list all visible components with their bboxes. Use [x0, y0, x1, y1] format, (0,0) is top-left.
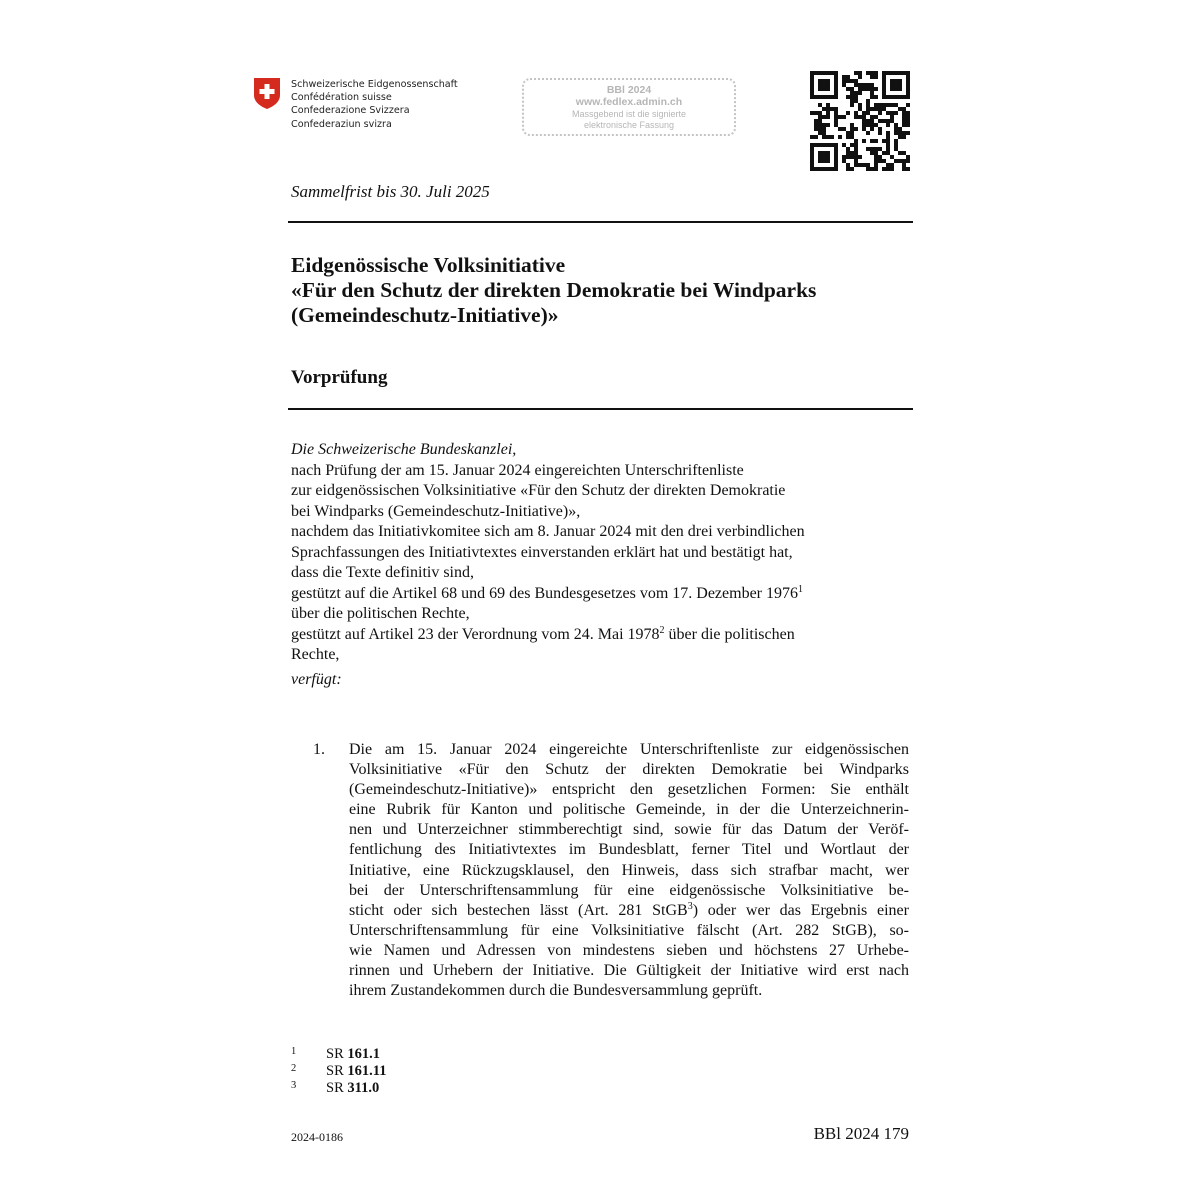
decision-line: (Gemeindeschutz-Initiative)» entspricht den gesetzlichen Formen: Sie enthält	[349, 781, 909, 799]
confed-name-de: Schweizerische Eidgenossenschaft	[291, 79, 458, 90]
page-reference: BBl 2024 179	[813, 1124, 909, 1143]
document-id: 2024-0186	[291, 1130, 343, 1144]
decision-line: Die am 15. Januar 2024 eingereichte Unterschriftenliste zur eidgenössischen	[349, 741, 909, 758]
fedlex-stamp	[522, 78, 736, 136]
decision-line: bei der Unterschriftensammlung für eine eidgenössische Volksinitiative be-	[349, 881, 909, 899]
footnote-number: 1	[291, 1046, 297, 1057]
confederation-names	[291, 78, 458, 131]
stamp-note-1: Massgebend ist die signierte	[571, 109, 687, 119]
footnote-prefix: SR	[326, 1063, 348, 1079]
footnote-ref-3[interactable]: 3	[687, 900, 693, 912]
title-line-2: «Für den Schutz der direkten Demokratie bei Windparks	[291, 278, 817, 302]
decides-label: verfügt:	[291, 670, 342, 688]
decision-line: wie Namen und Adressen von mindestens sieben und höchstens 27 Urhebe-	[349, 941, 909, 959]
qr-code	[810, 71, 910, 171]
confed-name-fr: Confédération suisse	[291, 92, 392, 104]
document-title	[291, 253, 816, 328]
preamble-line: nachdem das Initiativkomitee sich am 8. Januar 2024 mit den drei verbindlichen	[291, 523, 805, 540]
preamble	[291, 440, 891, 690]
decision-number: 1.	[313, 741, 325, 758]
decision-line: Initiative, eine Rückzugsklausel, den Hinweis, dass sich strafbar macht, wer	[349, 861, 909, 879]
legal-basis-2	[291, 625, 891, 646]
preamble-line: nach Prüfung der am 15. Januar 2024 eingereichten Unterschriftenliste	[291, 461, 744, 479]
legal-basis-2-text: gestützt auf Artikel 23 der Verordnung vom 24. Mai 1978	[291, 625, 660, 643]
footnote-sr-link[interactable]: 161.1	[347, 1046, 380, 1062]
divider-bottom	[288, 408, 913, 410]
decision-line: Volksinitiative «Für den Schutz der direkten Demokratie bei Windparks	[349, 761, 909, 779]
divider-top	[288, 221, 913, 223]
section-heading: Vorprüfung	[291, 367, 388, 388]
stamp-bbl: BBl 2024	[606, 84, 652, 96]
decision-line: eine Rubrik für Kanton und politische Gemeinde, in der die Unterzeichnerin-	[349, 801, 909, 819]
decision-line: fentlichung des Initiativtextes im Bundesblatt, ferner Titel und Wortlaut der	[349, 841, 909, 859]
footnote-number: 2	[291, 1063, 297, 1074]
preamble-line: bei Windparks (Gemeindeschutz-Initiative)»,	[291, 502, 581, 520]
decision-line-9a: sticht oder sich bestechen lässt (Art. 281 StGB	[349, 901, 688, 919]
legal-basis-1-text: gestützt auf die Artikel 68 und 69 des Bundesgesetzes vom 17. Dezember 1976	[291, 584, 798, 602]
decision-line	[349, 901, 909, 921]
footnote-sr-link[interactable]: 161.11	[347, 1063, 387, 1079]
stamp-url: www.fedlex.admin.ch	[575, 96, 683, 108]
decision-text	[349, 740, 909, 1001]
title-line-3: (Gemeindeschutz-Initiative)»	[291, 303, 559, 327]
footnote-ref-1[interactable]: 1	[798, 583, 803, 595]
confed-name-rm: Confederaziun svizra	[291, 118, 392, 130]
decision-line-9b: ) oder wer das Ergebnis einer	[692, 901, 909, 919]
footnote-ref-2[interactable]: 2	[659, 624, 665, 636]
decision-line-last: ihrem Zustandekommen durch die Bundesversammlung geprüft.	[349, 982, 763, 1000]
decision-line: rinnen und Urhebern der Initiative. Die Gültigkeit der Initiative wird erst nach	[349, 962, 909, 980]
legal-basis-1	[291, 584, 891, 605]
footnote-prefix: SR	[326, 1046, 348, 1062]
collection-deadline: Sammelfrist bis 30. Juli 2025	[291, 182, 490, 201]
legal-basis-1-cont: über die politischen Rechte,	[291, 605, 470, 622]
preamble-line: Sprachfassungen des Initiativtextes einverstanden erklärt hat und bestätigt hat,	[291, 543, 793, 561]
decision-line: nen und Unterzeichner stimmberechtigt sind, sowie für das Datum der Veröf-	[349, 821, 909, 839]
footnote-prefix: SR	[326, 1080, 348, 1096]
qr-modules	[810, 71, 910, 171]
preamble-line: zur eidgenössischen Volksinitiative «Für den Schutz der direkten Demokratie	[291, 482, 786, 499]
stamp-note-2: elektronische Fassung	[583, 120, 675, 130]
legal-basis-2-text-b: über die politischen	[664, 625, 795, 643]
footnote-number: 3	[291, 1080, 297, 1091]
confed-name-it: Confederazione Svizzera	[291, 105, 410, 117]
issuing-authority: Die Schweizerische Bundeskanzlei,	[291, 441, 517, 458]
title-line-1: Eidgenössische Volksinitiative	[291, 253, 566, 277]
legal-basis-2-cont: Rechte,	[291, 646, 340, 663]
decision-line: Unterschriftensammlung für eine Volksinitiative fälscht (Art. 282 StGB), so-	[349, 921, 909, 939]
footnote-sr-link[interactable]: 311.0	[347, 1080, 380, 1096]
preamble-line: dass die Texte definitiv sind,	[291, 564, 474, 581]
swiss-flag-logo	[253, 77, 281, 110]
